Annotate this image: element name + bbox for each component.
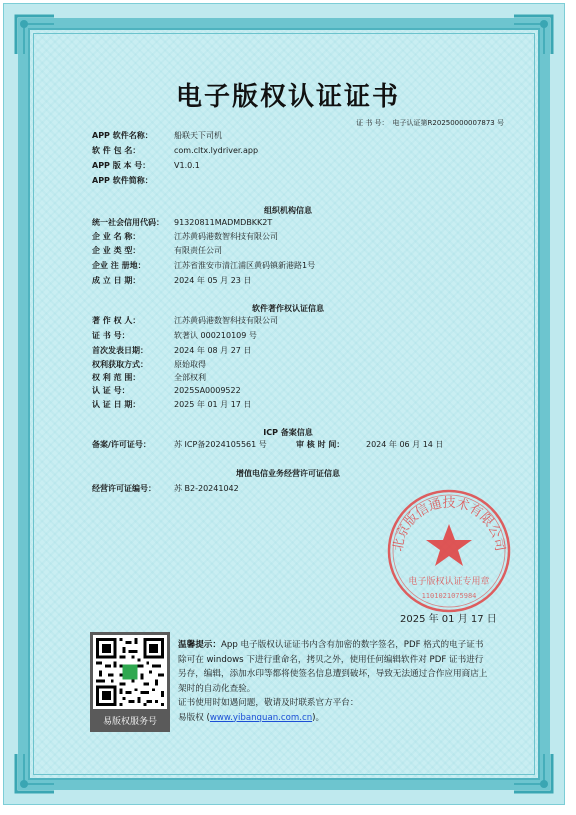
icp-row: 备案/许可证号： 苏 ICP备2024105561 号 审 核 时 间： 2024 年 06 月 14 日 [92,440,444,449]
notice-head: 温馨提示： [178,640,221,650]
owner-row: 著 作 权 人： 江苏黄码港数智科技有限公司 [92,316,278,325]
seal-subtext: 电子版权认证专用章 [408,577,490,587]
short-name-row: APP 软件简称： [92,176,153,185]
corner-ornament-icon [510,750,556,796]
corner-ornament-icon [12,750,58,796]
rights-scope-row: 权 利 范 围： 全部权利 [92,373,206,382]
app-name-row: APP 软件名称： 船联天下司机 [92,131,222,140]
certificate-title: 电子版权认证证书 [175,82,400,112]
auth-number-row: 认 证 号： 2025SA0009522 [92,386,241,395]
notice-body: App 电子版权认证证书内含有加密的数字签名，PDF 格式的电子证书除可在 windows 下进行重命名，拷贝之外，使用任何编辑软件对 PDF 证书进行另存，编辑，添加水印等都将使签名信息遭到破坏，导致无法通过合作应用商店上架时的自动化查验。 [178,640,488,694]
qr-card [90,632,170,732]
official-seal [384,486,514,616]
auth-date-row: 认 证 日 期： 2025 年 01 月 17 日 [92,400,252,409]
version-row: APP 版 本 号： V1.0.1 [92,161,200,170]
company-name-row: 企 业 名 称： 江苏黄码港数智科技有限公司 [92,232,278,241]
stamp-date: 2025 年 01 月 17 日 [400,614,497,625]
company-address-row: 企业 注 册地： 江苏省淮安市清江浦区黄码镇新港路1号 [92,261,316,270]
section-org: 组织机构信息 [264,206,312,215]
website-link[interactable]: www.yibanquan.com.cn [209,712,313,723]
notice-contact: 证书使用时如遇问题，敬请及时联系官方平台： [178,698,359,708]
notice-text [178,638,488,725]
qr-label: 易版权服务号 [102,717,157,727]
section-icp: ICP 备案信息 [263,428,313,437]
section-copyright: 软件著作权认证信息 [252,304,324,313]
corner-ornament-icon [12,12,58,58]
star-icon [426,524,472,566]
certificate-number: 证 书 号： 电子认证第R20250000007873 号 [356,119,504,127]
seal-text: 北京版信通技术有限公司 [390,496,508,553]
license-row: 经营许可证编号： 苏 B2-20241042 [92,484,239,493]
acquire-method-row: 权利获取方式： 原始取得 [92,360,206,369]
copyright-cert-row: 证 书 号： 软著认 000210109 号 [92,331,257,340]
corner-ornament-icon [510,12,556,58]
founded-date-row: 成 立 日 期： 2024 年 05 月 23 日 [92,276,252,285]
company-type-row: 企 业 类 型： 有限责任公司 [92,246,222,255]
site-suffix: )。 [312,712,325,723]
seal-code: 1101021075984 [421,592,477,600]
credit-code-row: 统一社会信用代码： 91320811MADMDBKK2T [92,218,273,227]
site-prefix: 易版权 ( [178,712,210,723]
package-name-row: 软 件 包 名： com.cltx.lydriver.app [92,146,259,155]
qr-code-icon [93,635,167,709]
section-vat: 增值电信业务经营许可证信息 [236,469,340,478]
publish-date-row: 首次发表日期： 2024 年 08 月 27 日 [92,346,252,355]
